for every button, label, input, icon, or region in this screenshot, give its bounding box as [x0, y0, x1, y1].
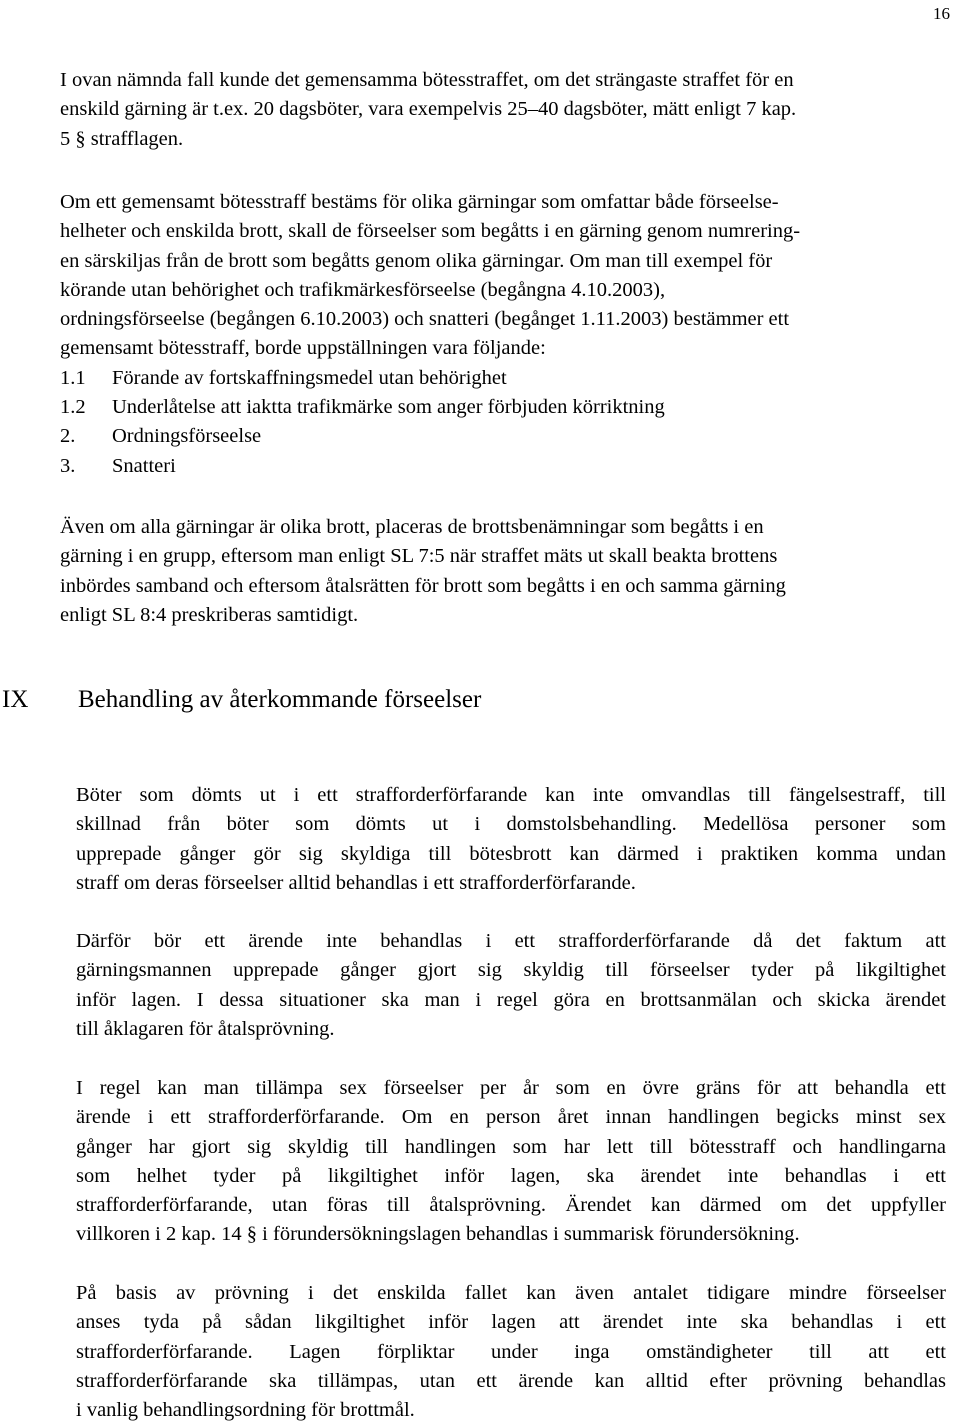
- text-line: skillnad från böter som dömts ut i domstolsbehandling. Medellösa personer som: [76, 813, 946, 836]
- text-line: I ovan nämnda fall kunde det gemensamma bötesstraffet, om det strängaste straffet för en: [60, 69, 794, 91]
- text-line: 5 § strafflagen.: [60, 127, 184, 150]
- text-line: enskild gärning är t.ex. 20 dagsböter, vara exempelvis 25–40 dagsböter, mätt enligt 7 kap.: [60, 98, 797, 121]
- paragraph-3: [60, 513, 945, 630]
- text-line: en särskiljas från de brott som begåtts genom olika gärningar. Om man till exempel för: [60, 249, 773, 272]
- list-item-number: 1.2: [60, 396, 86, 419]
- list-item: [60, 452, 945, 481]
- text-line: anses tyda på sådan likgiltighet inför lagen att ärendet inte ska behandlas i ett: [76, 1311, 946, 1334]
- text-line: strafforderförfarande ska tillämpas, utan ett ärende kan alltid efter prövning behandlas: [76, 1369, 946, 1392]
- list-item: [60, 393, 945, 422]
- text-line: gärningsmannen upprepade gånger gjort sig skyldig till förseelser tyder på likgiltighet: [76, 959, 946, 982]
- list-item: [60, 364, 945, 393]
- text-line: villkoren i 2 kap. 14 § i förundersökningslagen behandlas i summarisk förundersökning.: [76, 1223, 800, 1246]
- list-item-number: 1.1: [60, 366, 86, 389]
- list-item-text: Förande av fortskaffningsmedel utan behörighet: [112, 366, 507, 389]
- text-line: enligt SL 8:4 preskriberas samtidigt.: [60, 603, 359, 626]
- section-title: Behandling av återkommande förseelser: [78, 686, 482, 713]
- section-paragraph-1: [76, 781, 946, 898]
- text-line: körande utan behörighet och trafikmärkesförseelse (begångna 4.10.2003),: [60, 278, 666, 301]
- list-item-number: 2.: [60, 425, 76, 448]
- text-line: helheter och enskilda brott, skall de förseelser som begåtts i en gärning genom numrering-: [60, 220, 801, 243]
- list-item-text: Underlåtelse att iaktta trafikmärke som anger förbjuden körriktning: [112, 396, 665, 419]
- section-heading: [0, 686, 481, 714]
- text-line: gärning i en grupp, eftersom man enligt SL 7:5 när straffet mäts ut skall beakta brottens: [60, 545, 778, 568]
- text-line: strafforderförfarande, utan föras till åtalsprövning. Ärendet kan därmed om det uppfyller: [76, 1194, 946, 1217]
- text-line: Därför bör ett ärende inte behandlas i ett strafforderförfarande då det faktum att: [76, 930, 946, 952]
- text-line: straff om deras förseelser alltid behandlas i ett strafforderförfarande.: [76, 871, 636, 894]
- text-line: strafforderförfarande. Lagen förpliktar under inga omständigheter till att ett: [76, 1340, 946, 1363]
- section-number: IX: [2, 686, 29, 713]
- text-line: gånger har gjort sig skyldig till handlingen som har lett till bötesstraff och handlingarna: [76, 1135, 946, 1158]
- text-line: som helhet tyder på likgiltighet inför lagen, ska ärendet inte behandlas i ett: [76, 1164, 946, 1187]
- page-number: 16: [933, 4, 950, 23]
- text-line: ordningsförseelse (begången 6.10.2003) och snatteri (begånget 1.11.2003) bestämmer ett: [60, 308, 790, 331]
- text-line: inför lagen. I dessa situationer ska man i regel göra en brottsanmälan och skicka ärendet: [76, 988, 946, 1011]
- text-line: i vanlig behandlingsordning för brottmål.: [76, 1399, 415, 1422]
- text-line: Om ett gemensamt bötesstraff bestäms för olika gärningar som omfattar både förseelse-: [60, 191, 779, 213]
- list-item: [60, 422, 945, 451]
- text-line: till åklagaren för åtalsprövning.: [76, 1017, 335, 1040]
- list-item-text: Ordningsförseelse: [112, 425, 262, 448]
- text-line: Böter som dömts ut i ett strafforderförfarande kan inte omvandlas till fängelsestraff, till: [76, 784, 946, 806]
- section-paragraph-4: [76, 1279, 946, 1425]
- section-paragraph-3: [76, 1074, 946, 1250]
- text-line: ärende i ett strafforderförfarande. Om en person året innan handlingen begicks minst sex: [76, 1106, 946, 1129]
- list-item-text: Snatteri: [112, 454, 176, 477]
- text-line: inbördes samband och eftersom åtalsrätten för brott som begåtts i en och samma gärning: [60, 574, 786, 597]
- text-line: På basis av prövning i det enskilda fallet kan även antalet tidigare mindre förseelser: [76, 1282, 946, 1304]
- text-line: gemensamt bötesstraff, borde uppställningen vara följande:: [60, 337, 546, 360]
- section-paragraph-2: [76, 927, 946, 1044]
- text-line: I regel kan man tillämpa sex förseelser per år som en övre gräns för att behandla ett: [76, 1077, 946, 1099]
- paragraph-2: [60, 188, 945, 481]
- text-line: Även om alla gärningar är olika brott, placeras de brottsbenämningar som begåtts i en: [60, 516, 764, 538]
- text-line: upprepade gånger gör sig skyldiga till bötesbrott kan därmed i praktiken komma undan: [76, 842, 946, 865]
- list-item-number: 3.: [60, 454, 76, 477]
- paragraph-1: [60, 66, 945, 154]
